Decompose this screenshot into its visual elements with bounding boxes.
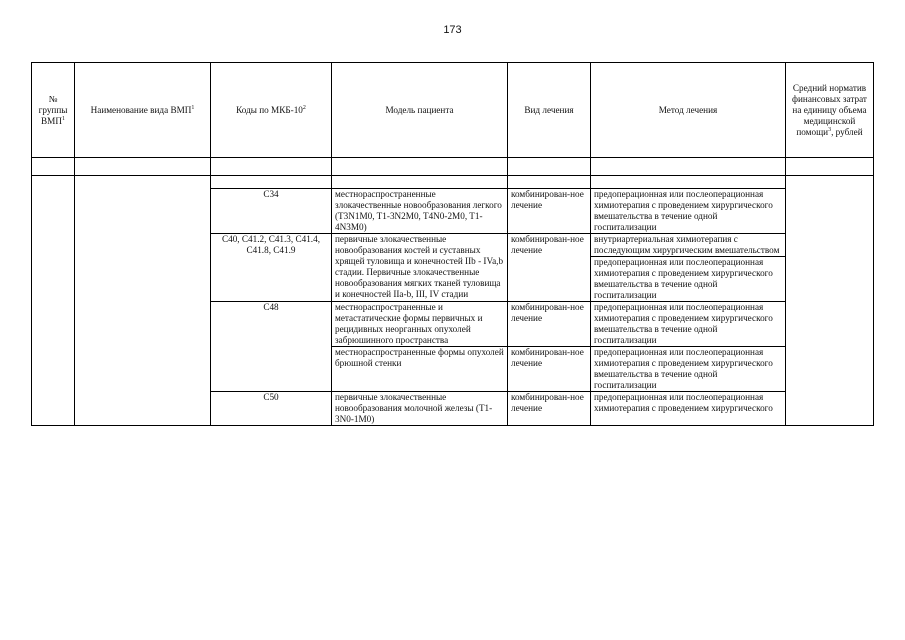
treatment-type-cell: комбинирован-ное лечение (508, 302, 591, 347)
header-avg-cost: Средний норматив финансовых затрат на единицу объема медицинской помощи$^3$, рублей (786, 63, 874, 158)
avg-cost-cell (786, 176, 874, 426)
treatment-type-cell: комбинирован-ное лечение (508, 347, 591, 392)
empty-cell (32, 158, 75, 176)
icd-code-cell: C48 (211, 302, 332, 392)
group-no-cell (32, 176, 75, 426)
treatment-method-cell: предоперационная или послеоперационная химиотерапия с проведением хирургического вмешательства в течение одной госпитализации (591, 257, 786, 302)
patient-model-cell: первичные злокачественные новообразования молочной железы (T1-3N0-1M0) (332, 392, 508, 426)
header-icd-codes: Коды по МКБ-$10^2$ (211, 63, 332, 158)
header-treatment-type: Вид лечения (508, 63, 591, 158)
empty-cell (211, 176, 332, 189)
treatment-type-cell: комбинирован-ное лечение (508, 234, 591, 302)
vmp-name-cell (75, 176, 211, 426)
icd-code-cell: C40, C41.2, C41.3, C41.4, C41.8, C41.9 (211, 234, 332, 302)
treatment-type-cell: комбинирован-ное лечение (508, 392, 591, 426)
empty-cell (332, 176, 508, 189)
empty-cell (786, 158, 874, 176)
treatment-method-cell: предоперационная или послеоперационная химиотерапия с проведением хирургического вмешательства в течение одной госпитализации (591, 302, 786, 347)
patient-model-cell: местнораспространенные формы опухолей брюшной стенки (332, 347, 508, 392)
icd-code-cell: C34 (211, 189, 332, 234)
header-group-no: № группы ВМП$^1$ (32, 63, 75, 158)
empty-cell (211, 158, 332, 176)
patient-model-cell: местнораспространенные и метастатические формы первичных и рецидивных неорганных опухолей забрюшинного пространства (332, 302, 508, 347)
treatment-method-cell: предоперационная или послеоперационная химиотерапия с проведением хирургического вмешательства в течение одной госпитализации (591, 189, 786, 234)
header-row (32, 63, 874, 158)
treatment-method-cell: внутриартериальная химиотерапия с последующим хирургическим вмешательством (591, 234, 786, 257)
icd-code-cell: C50 (211, 392, 332, 426)
page-number: 173 (443, 24, 462, 36)
header-vmp-name: Наименование вида ВМП$^1$ (75, 63, 211, 158)
empty-cell (75, 158, 211, 176)
empty-cell (591, 176, 786, 189)
empty-row (32, 158, 874, 176)
treatment-method-cell: предоперационная или послеоперационная химиотерапия с проведением хирургического вмешательства в течение одной госпитализации (591, 347, 786, 392)
empty-cell (508, 176, 591, 189)
empty-cell (591, 158, 786, 176)
patient-model-cell: первичные злокачественные новообразования костей и суставных хрящей туловища и конечностей IIb - IVa,b стадии. Первичные злокачественные новообразования мягких тканей туловища и конечностей IIa-b, III, IV стадии (332, 234, 508, 302)
table-row (32, 176, 874, 189)
empty-cell (508, 158, 591, 176)
empty-cell (332, 158, 508, 176)
header-patient-model: Модель пациента (332, 63, 508, 158)
patient-model-cell: местнораспространенные злокачественные новообразования легкого (T3N1M0, T1-3N2M0, T4N0-2M0, T1-4N3M0) (332, 189, 508, 234)
vmp-table (31, 62, 874, 426)
treatment-method-cell: предоперационная или послеоперационная химиотерапия с проведением хирургического (591, 392, 786, 426)
treatment-type-cell: комбинирован-ное лечение (508, 189, 591, 234)
header-treatment-method: Метод лечения (591, 63, 786, 158)
